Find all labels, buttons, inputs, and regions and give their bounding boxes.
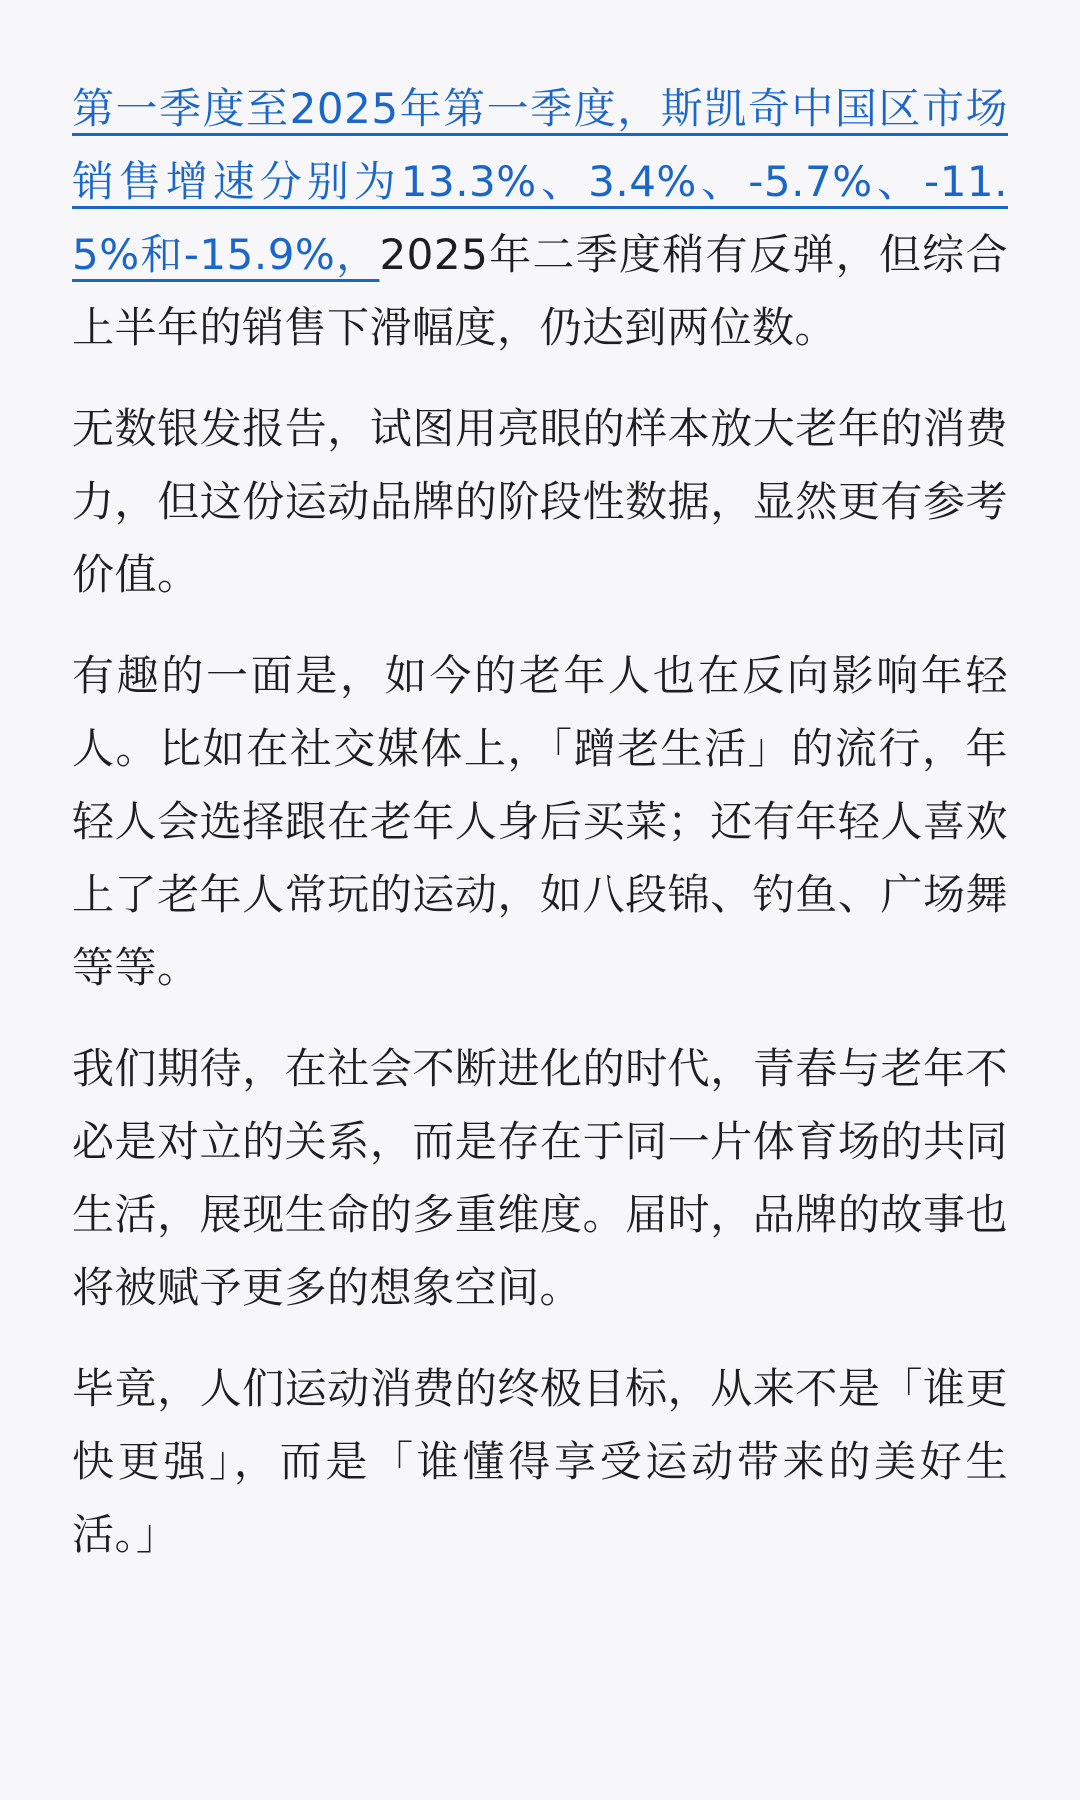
article-link[interactable]: 第一季度至2025年第一季度，斯凯奇中国区市场销售增速分别为13.3%、3.4%、-5.7%、-11.5%和-15.9%， — [72, 84, 1008, 279]
article-paragraph-1 — [72, 72, 1008, 364]
article-paragraph-3: 有趣的一面是，如今的老年人也在反向影响年轻人。比如在社交媒体上，「蹭老生活」的流行，年轻人会选择跟在老年人身后买菜；还有年轻人喜欢上了老年人常玩的运动，如八段锦、钓鱼、广场舞等等。 — [72, 651, 1008, 992]
article-paragraph-2: 无数银发报告，试图用亮眼的样本放大老年的消费力，但这份运动品牌的阶段性数据，显然更有参考价值。 — [72, 404, 1008, 599]
article-paragraph-5: 毕竟，人们运动消费的终极目标，从来不是「谁更快更强」，而是「谁懂得享受运动带来的美好生活。」 — [72, 1364, 1008, 1559]
paragraph-text: 2025年二季度稍有反弹，但综合上半年的销售下滑幅度，仍达到两位数。 — [72, 230, 1008, 352]
article-paragraph-4: 我们期待，在社会不断进化的时代，青春与老年不必是对立的关系，而是存在于同一片体育场的共同生活，展现生命的多重维度。届时，品牌的故事也将被赋予更多的想象空间。 — [72, 1044, 1008, 1312]
